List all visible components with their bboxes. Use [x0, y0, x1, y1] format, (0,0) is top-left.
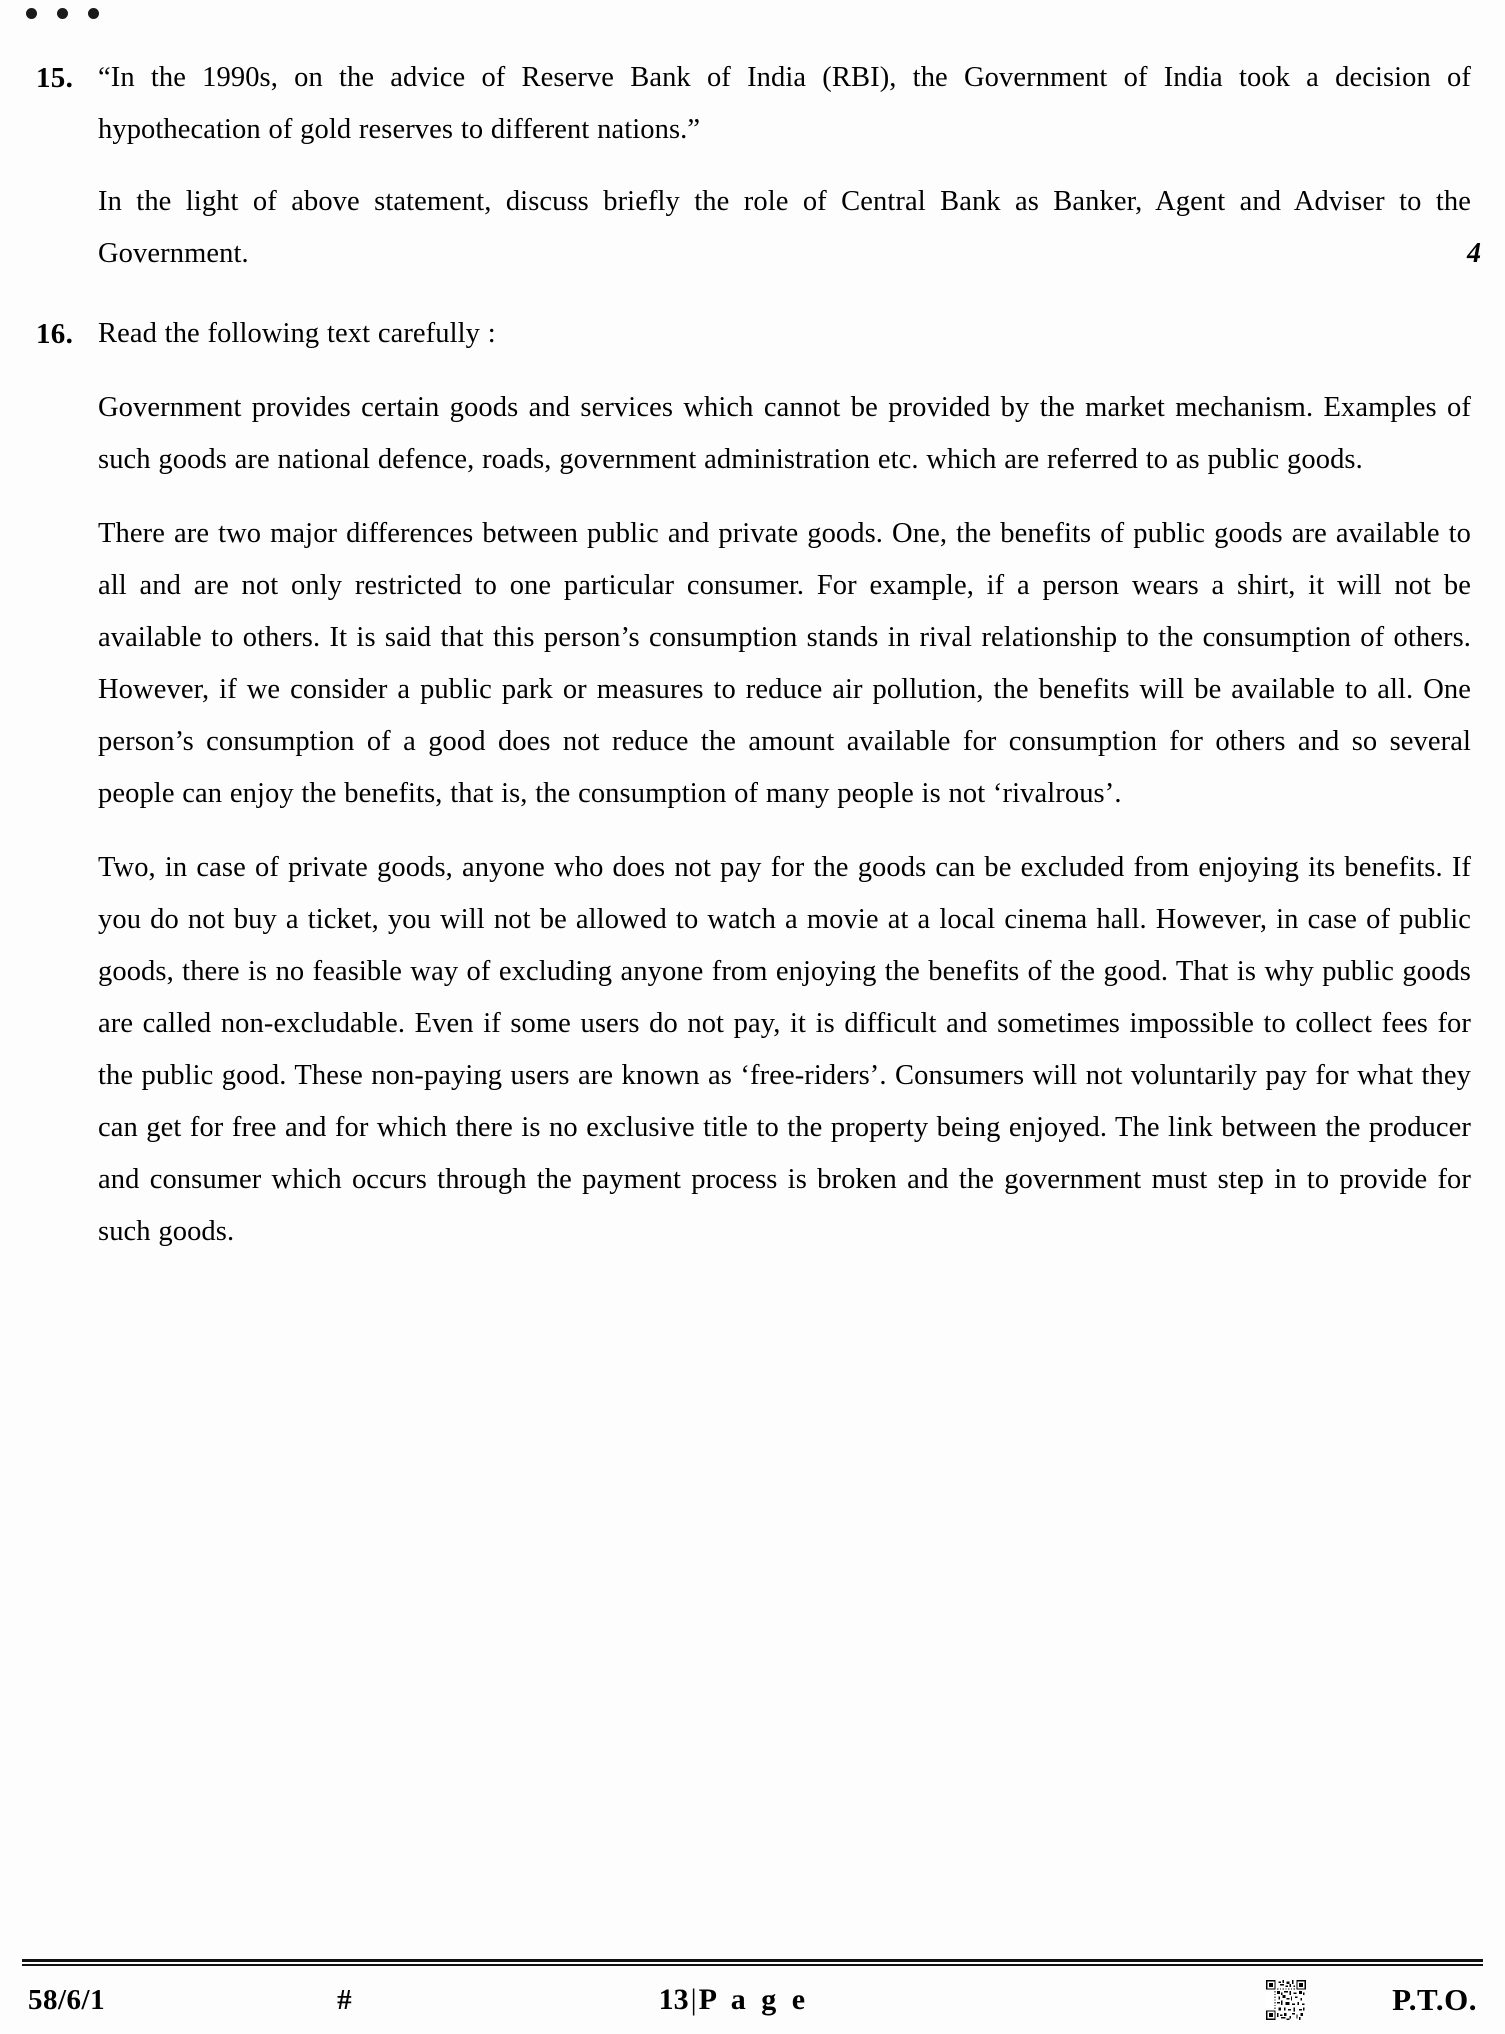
question-15-marks: 4	[1467, 238, 1481, 269]
page-word: P a g e	[698, 1983, 810, 2016]
question-16-instruction: Read the following text carefully :	[98, 318, 496, 349]
page-separator: |	[690, 1983, 697, 2016]
footer-row	[22, 1980, 1483, 2020]
page-number: 13	[658, 1983, 689, 2016]
question-gap	[22, 280, 1471, 308]
page-indicator	[352, 1983, 1267, 2017]
passage-paragraph-2: There are two major differences between public and private goods. One, the benefits of public goods are available to all and are not only restricted to one particular consumer. For example, if a person wears a shirt, it will not be available to others. It is said that this person’s consumption stands in rival relationship to the consumption of others. However, if we consider a public park or measures to reduce air pollution, the benefits will be available to all. One person’s consumption of a good does not reduce the amount available for consumption for others and so several people can enjoy the benefits, that is, the consumption of many people is not ‘rivalrous’.	[98, 518, 1471, 809]
binding-dot	[88, 8, 99, 19]
qr-code-svg	[1266, 1980, 1306, 2020]
question-15-body	[98, 52, 1481, 280]
binding-dot	[57, 8, 68, 19]
binding-dots	[26, 8, 99, 19]
passage-paragraph-1: Government provides certain goods and services which cannot be provided by the market mechanism. Examples of such goods are national defence, roads, government administration etc. which are referred to as public goods.	[98, 392, 1471, 475]
question-15	[22, 52, 1481, 280]
passage-paragraph-3: Two, in case of private goods, anyone who does not pay for the goods can be excluded from enjoying its benefits. If you do not buy a ticket, you will not be allowed to watch a movie at a local cinema hall. However, in case of public goods, there is no feasible way of excluding anyone from enjoying the benefits of the good. That is why public goods are called non-excludable. Even if some users do not pay, it is difficult and sometimes impossible to collect fees for the public good. These non-paying users are known as ‘free-riders’. Consumers will not voluntarily pay for what they can get for free and for which there is no exclusive title to the property being enjoyed. The link between the producer and consumer which occurs through the payment process is broken and the government must step in to provide for such goods.	[98, 852, 1471, 1247]
qr-code-icon	[1266, 1980, 1306, 2020]
page-footer	[22, 1959, 1483, 2020]
question-15-task: In the light of above statement, discuss briefly the role of Central Bank as Banker, Agent and Adviser to the Government.	[98, 186, 1471, 269]
binding-dot	[26, 8, 37, 19]
footer-divider	[22, 1959, 1483, 1966]
paper-code: 58/6/1	[28, 1983, 106, 2016]
hash-mark: #	[337, 1983, 352, 2016]
pto-label: P.T.O.	[1392, 1982, 1477, 2017]
question-15-quote: “In the 1990s, on the advice of Reserve Bank of India (RBI), the Government of India took a decision of hypothecation of gold reserves to different nations.”	[98, 62, 1471, 145]
question-15-number: 15.	[36, 62, 74, 94]
question-15-task-line	[98, 176, 1481, 280]
question-16	[22, 308, 1471, 1258]
question-16-body	[98, 308, 1471, 1258]
question-16-number: 16.	[36, 318, 74, 350]
page-body	[0, 52, 1505, 1258]
